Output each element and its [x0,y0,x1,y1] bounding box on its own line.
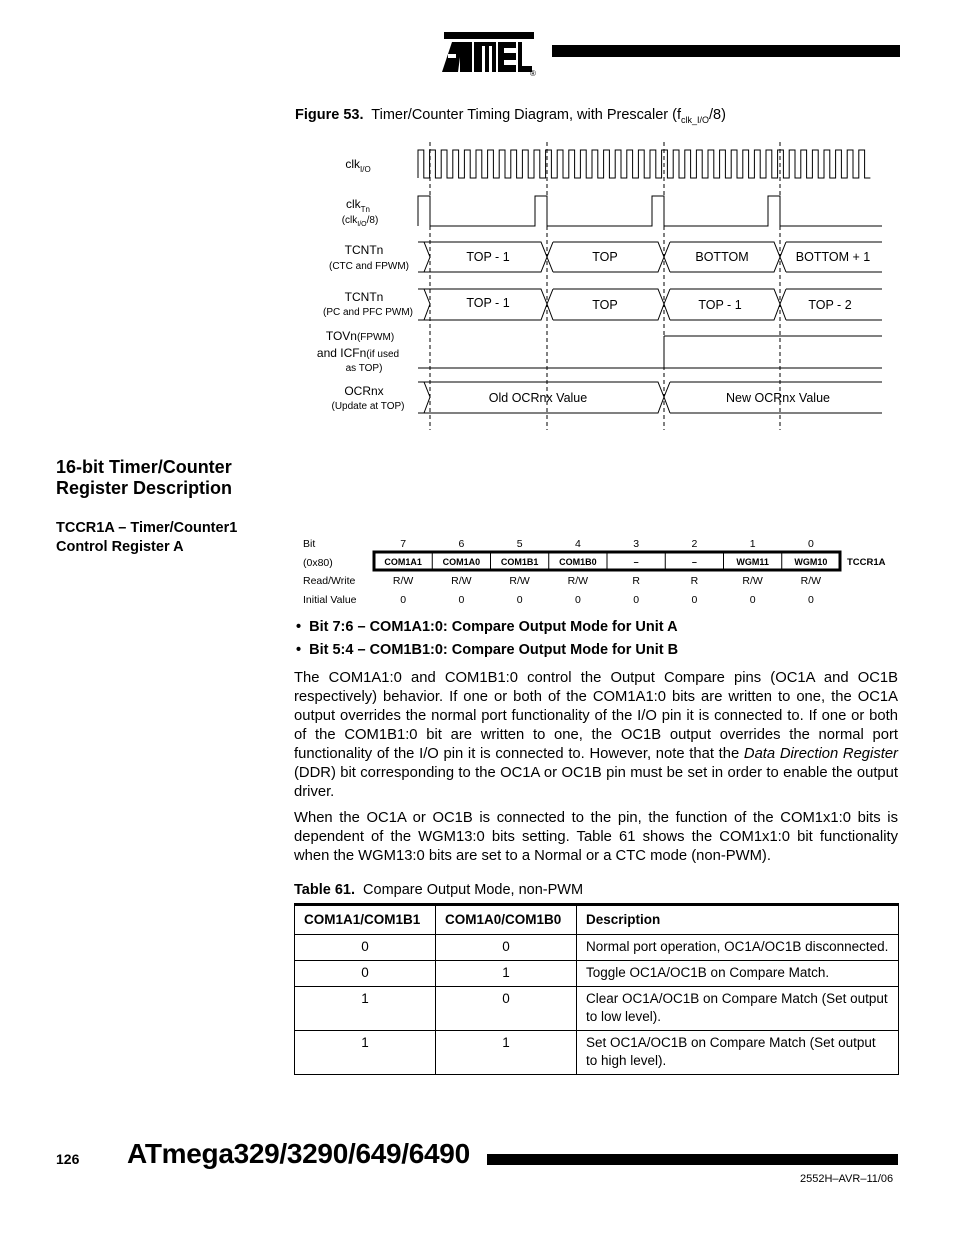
pc-value-3: TOP - 1 [698,298,742,312]
clkio-waveform [418,150,870,178]
bit-access: R [632,575,640,587]
bit-initial-value: 0 [691,594,698,606]
timing-diagram [290,138,900,438]
bit-name: COM1B1 [500,557,539,567]
signal-label-clkio: clk$_{I/O}$ [345,157,371,174]
table-row [295,961,899,987]
ctc-value-4: BOTTOM + 1 [795,250,871,264]
bit-name: COM1B0 [559,557,597,567]
pc-value-4: TOP - 2 [808,298,852,312]
bit-number: 4 [574,538,581,550]
signal-note-icfn: as TOP) [345,363,383,374]
table-cell: 1 [295,987,436,1031]
bit-name: WGM11 [736,557,769,567]
pc-value-1: TOP - 1 [466,296,510,310]
figure-caption [295,107,726,125]
table-caption [294,882,583,898]
pc-value-2: TOP [592,298,618,312]
bit-name: COM1A1 [384,557,422,567]
bit-name: – [691,557,697,567]
register-title: TCCR1A – Timer/Counter1 Control Register A [56,520,238,555]
row-label-address: (0x80) [303,557,333,569]
table-header-com0: COM1A0/COM1B0 [436,905,577,935]
footer-rule [487,1154,898,1165]
paragraph-wgm-dependency: When the OC1A or OC1B is connected to the pin, the function of the COM1x1:0 bits is dependent of the WGM13:0 bits setting. Table 61 shows the COM1x1:0 bit functionality when the WGM13:0 bits are set to a Normal or a CTC mode (non-PWM). [294,810,898,864]
tovn-waveform [418,336,882,368]
table-cell: Set OC1A/OC1B on Compare Match (Set output to high level). [577,1031,899,1075]
signal-note-tcntn-ctc: (CTC and FPWM) [329,261,409,272]
table-title: Compare Output Mode, non-PWM [363,882,584,898]
table-cell: 1 [436,961,577,987]
ctc-value-3: BOTTOM [695,250,749,264]
table-row [295,987,899,1031]
table-cell: 0 [295,961,436,987]
table-row [295,1031,899,1075]
bit-access: R/W [800,575,822,587]
table-cell: 0 [295,935,436,961]
ctc-value-2: TOP [592,250,618,264]
row-label-rw: Read/Write [303,575,356,587]
bit-access: R/W [451,575,472,587]
page-number: 126 [56,1151,80,1167]
figure-label: Figure 53. [295,107,364,123]
register-diagram [290,530,900,610]
bullet-com1a: • Bit 7:6 – COM1A1:0: Compare Output Mode for Unit A [296,619,678,635]
ddr-emphasis: Data Direction Register [743,746,898,762]
signal-note-ocrnx: (Update at TOP) [331,401,405,412]
table-cell: 1 [436,1031,577,1075]
registered-mark: ® [530,69,536,78]
clktn-waveform [418,196,882,226]
document-code: 2552H–AVR–11/06 [800,1173,894,1185]
bit-initial-value: 0 [749,594,756,606]
signal-label-tovn: TOVn(FPWM) [325,329,395,343]
bit-access: R/W [567,575,589,587]
table-cell: Toggle OC1A/OC1B on Compare Match. [577,961,899,987]
bit-number: 6 [458,538,465,550]
bullet-com1b: • Bit 5:4 – COM1B1:0: Compare Output Mode for Unit B [296,642,679,658]
row-label-bit: Bit [303,538,316,550]
section-title: 16-bit Timer/Counter Register Description [56,457,233,498]
signal-label-clktn: clk$_{Tn}$ [345,197,371,214]
table-cell: Normal port operation, OC1A/OC1B disconnected. [577,935,899,961]
table-header-row [295,905,899,935]
signal-label-ocrnx: OCRnx [344,384,384,398]
row-label-initial: Initial Value [303,594,357,606]
bit-initial-value: 0 [807,594,814,606]
bit-initial-value: 0 [516,594,523,606]
paragraph-com-description: The COM1A1:0 and COM1B1:0 control the Output Compare pins (OC1A and OC1B respectively) behavior. If one or both of the COM1A1:0 bits are written to one, the OC1A output overrides the normal port functionality of the I/O pin it is connected to. If one or both of the COM1B1:0 bit are written to one, the OC1B output overrides the normal port functionality of the I/O pin it is connected to. However, note that the Data Direction Register (DDR) bit corresponding to the OC1A or OC1B pin must be set in order to enable the output driver. [294,670,898,800]
table-row [295,935,899,961]
bit-number: 7 [400,538,407,550]
table-cell: 0 [436,935,577,961]
table-header-description: Description [577,905,899,935]
bit-initial-value: 0 [633,594,640,606]
ctc-value-1: TOP - 1 [466,250,510,264]
bit-initial-value: 0 [458,594,465,606]
bit-access: R/W [742,575,763,587]
table-header-com1: COM1A1/COM1B1 [295,905,436,935]
signal-note-tcntn-pc: (PC and PFC PWM) [322,307,414,318]
bit-number: 3 [633,538,640,550]
document-title: ATmega329/3290/649/6490 [127,1138,470,1169]
bit-number: 2 [691,538,698,550]
signal-label-tcntn-pc: TCNTn [344,290,384,304]
signal-label-tcntn-ctc: TCNTn [344,243,384,257]
bit-initial-value: 0 [400,594,407,606]
bit-access: R/W [509,575,530,587]
bit-access: R/W [392,575,414,587]
atmel-logo [438,28,540,78]
compare-output-table [294,903,899,1075]
bit-number: 1 [749,538,756,550]
table-cell: 0 [436,987,577,1031]
bit-access: R [690,575,699,587]
bit-name: COM1A0 [442,557,481,567]
bit-name: – [633,557,639,567]
bit-initial-value: 0 [574,594,581,606]
signal-label-icfn: and ICFn(if used [316,346,400,360]
register-name: TCCR1A [847,557,886,568]
bit-name: WGM10 [794,557,828,567]
header-rule [552,45,900,57]
bit-number: 5 [516,538,523,550]
figure-title: Timer/Counter Timing Diagram, with Prescaler $(f_{clk\_I/O}/8)$ [371,107,726,125]
table-cell: Clear OC1A/OC1B on Compare Match (Set output to low level). [577,987,899,1031]
ocr-new-value: New OCRnx Value [726,391,830,405]
signal-note-clktn: (clk$_{I/O}$/8) [341,215,379,228]
table-cell: 1 [295,1031,436,1075]
table-label: Table 61. [294,882,355,898]
ocr-old-value: Old OCRnx Value [488,391,588,405]
bit-number: 0 [807,538,814,550]
